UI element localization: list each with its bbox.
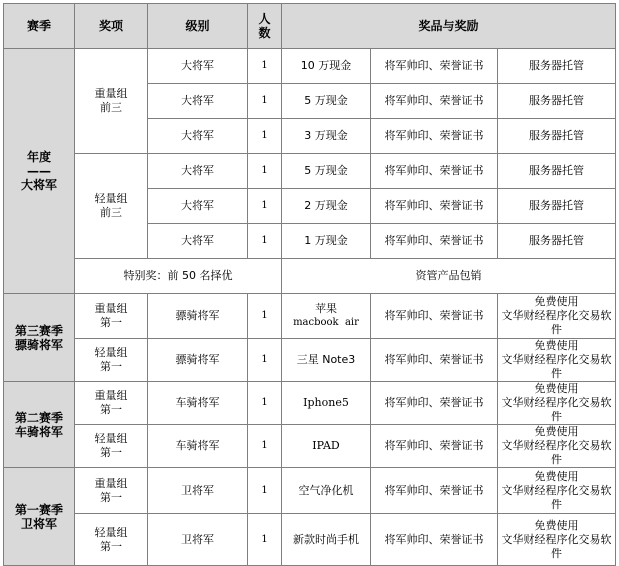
group-line1: 轻量组 bbox=[94, 432, 128, 445]
count-cell: 1 bbox=[248, 382, 282, 425]
service-line2: 文华财经程序化交易软件 bbox=[501, 309, 612, 336]
prize-line1: 苹果 bbox=[315, 302, 337, 315]
header-level: 级别 bbox=[148, 4, 248, 49]
header-count-line1: 人 bbox=[258, 12, 271, 26]
group-line2: 第一 bbox=[100, 446, 122, 459]
group-line1: 轻量组 bbox=[94, 346, 128, 359]
season-cell-annual bbox=[4, 49, 75, 294]
service-line2: 文华财经程序化交易软件 bbox=[501, 483, 612, 511]
service-line1: 免费使用 bbox=[534, 425, 579, 438]
level-cell: 大将军 bbox=[148, 189, 248, 224]
table-row bbox=[4, 425, 616, 468]
honor-cell: 将军帅印、荣誉证书 bbox=[371, 49, 498, 84]
table-row bbox=[4, 294, 616, 339]
count-cell: 1 bbox=[248, 84, 282, 119]
service-line2: 文华财经程序化交易软件 bbox=[501, 353, 612, 380]
special-award-label: 特别奖：前 50 名择优 bbox=[75, 259, 282, 294]
service-cell: 服务器托管 bbox=[498, 49, 616, 84]
table-row bbox=[4, 468, 616, 514]
header-season: 赛季 bbox=[4, 4, 75, 49]
prize-cell: 新款时尚手机 bbox=[282, 514, 371, 566]
group-line1: 轻量组 bbox=[94, 525, 128, 539]
prize-line2: macbook air bbox=[293, 317, 359, 328]
service-cell bbox=[498, 294, 616, 339]
count-cell: 1 bbox=[248, 425, 282, 468]
special-award-prize: 资管产品包销 bbox=[282, 259, 616, 294]
honor-cell: 将军帅印、荣誉证书 bbox=[371, 382, 498, 425]
count-cell: 1 bbox=[248, 224, 282, 259]
table-row bbox=[4, 154, 616, 189]
table-row bbox=[4, 49, 616, 84]
prize-cell: 3 万现金 bbox=[282, 119, 371, 154]
prize-cell: 三星 Note3 bbox=[282, 339, 371, 382]
header-row bbox=[4, 4, 616, 49]
group-light-line1: 轻量组 bbox=[94, 192, 128, 205]
prize-cell: 1 万现金 bbox=[282, 224, 371, 259]
group-cell-light bbox=[75, 154, 148, 259]
level-cell: 骠骑将军 bbox=[148, 294, 248, 339]
service-cell: 服务器托管 bbox=[498, 224, 616, 259]
prize-cell: IPAD bbox=[282, 425, 371, 468]
prize-cell: 5 万现金 bbox=[282, 154, 371, 189]
honor-cell: 将军帅印、荣誉证书 bbox=[371, 294, 498, 339]
group-light-line2: 前三 bbox=[100, 206, 122, 219]
service-line1: 免费使用 bbox=[534, 469, 579, 483]
service-cell bbox=[498, 468, 616, 514]
header-count bbox=[248, 4, 282, 49]
season-cell-3 bbox=[4, 294, 75, 382]
group-line2: 第一 bbox=[100, 316, 122, 329]
service-line2: 文华财经程序化交易软件 bbox=[501, 396, 612, 423]
prize-cell: 空气净化机 bbox=[282, 468, 371, 514]
service-cell: 服务器托管 bbox=[498, 84, 616, 119]
service-line1: 免费使用 bbox=[534, 339, 579, 352]
header-prizes: 奖品与奖励 bbox=[282, 4, 616, 49]
group-heavy-line2: 前三 bbox=[100, 101, 122, 114]
season3-line2: 骠骑将军 bbox=[14, 337, 63, 352]
level-cell: 大将军 bbox=[148, 154, 248, 189]
service-line2: 文华财经程序化交易软件 bbox=[501, 532, 612, 560]
honor-cell: 将军帅印、荣誉证书 bbox=[371, 119, 498, 154]
level-cell: 卫将军 bbox=[148, 468, 248, 514]
prize-cell: 2 万现金 bbox=[282, 189, 371, 224]
season-cell-1 bbox=[4, 468, 75, 566]
group-cell bbox=[75, 339, 148, 382]
season1-line1: 第一赛季 bbox=[14, 502, 63, 517]
count-cell: 1 bbox=[248, 294, 282, 339]
honor-cell: 将军帅印、荣誉证书 bbox=[371, 189, 498, 224]
group-cell bbox=[75, 468, 148, 514]
honor-cell: 将军帅印、荣誉证书 bbox=[371, 339, 498, 382]
honor-cell: 将军帅印、荣誉证书 bbox=[371, 224, 498, 259]
season-cell-2 bbox=[4, 382, 75, 468]
season2-line2: 车骑将军 bbox=[14, 424, 63, 439]
level-cell: 车骑将军 bbox=[148, 425, 248, 468]
count-cell: 1 bbox=[248, 119, 282, 154]
header-award: 奖项 bbox=[75, 4, 148, 49]
honor-cell: 将军帅印、荣誉证书 bbox=[371, 154, 498, 189]
season3-line1: 第三赛季 bbox=[14, 323, 63, 338]
group-heavy-line1: 重量组 bbox=[94, 87, 128, 100]
level-cell: 车骑将军 bbox=[148, 382, 248, 425]
season1-line2: 卫将军 bbox=[20, 516, 57, 531]
service-cell bbox=[498, 339, 616, 382]
count-cell: 1 bbox=[248, 49, 282, 84]
group-cell bbox=[75, 425, 148, 468]
group-line1: 重量组 bbox=[94, 302, 128, 315]
count-cell: 1 bbox=[248, 514, 282, 566]
service-cell bbox=[498, 425, 616, 468]
count-cell: 1 bbox=[248, 189, 282, 224]
group-line2: 第一 bbox=[100, 403, 122, 416]
group-cell bbox=[75, 294, 148, 339]
count-cell: 1 bbox=[248, 154, 282, 189]
prize-cell bbox=[282, 294, 371, 339]
level-cell: 大将军 bbox=[148, 84, 248, 119]
honor-cell: 将军帅印、荣誉证书 bbox=[371, 425, 498, 468]
group-line1: 重量组 bbox=[94, 389, 128, 402]
special-award-row bbox=[4, 259, 616, 294]
level-cell: 卫将军 bbox=[148, 514, 248, 566]
service-line1: 免费使用 bbox=[534, 295, 579, 308]
service-line1: 免费使用 bbox=[534, 518, 579, 532]
level-cell: 骠骑将军 bbox=[148, 339, 248, 382]
awards-table bbox=[3, 3, 616, 566]
group-line2: 第一 bbox=[100, 539, 122, 553]
service-cell: 服务器托管 bbox=[498, 119, 616, 154]
count-cell: 1 bbox=[248, 468, 282, 514]
group-line2: 第一 bbox=[100, 360, 122, 373]
prize-cell: 10 万现金 bbox=[282, 49, 371, 84]
service-line2: 文华财经程序化交易软件 bbox=[501, 439, 612, 466]
group-cell bbox=[75, 514, 148, 566]
table-row bbox=[4, 339, 616, 382]
header-count-line2: 数 bbox=[258, 26, 271, 40]
group-line2: 第一 bbox=[100, 490, 122, 504]
season-annual-line3: 大将军 bbox=[20, 178, 57, 192]
count-cell: 1 bbox=[248, 339, 282, 382]
service-cell bbox=[498, 514, 616, 566]
service-cell bbox=[498, 382, 616, 425]
honor-cell: 将军帅印、荣誉证书 bbox=[371, 514, 498, 566]
level-cell: 大将军 bbox=[148, 49, 248, 84]
table-row bbox=[4, 514, 616, 566]
group-line1: 重量组 bbox=[94, 476, 128, 490]
level-cell: 大将军 bbox=[148, 119, 248, 154]
season-annual-line2: —— bbox=[27, 164, 51, 178]
honor-cell: 将军帅印、荣誉证书 bbox=[371, 84, 498, 119]
service-line1: 免费使用 bbox=[534, 382, 579, 395]
honor-cell: 将军帅印、荣誉证书 bbox=[371, 468, 498, 514]
service-cell: 服务器托管 bbox=[498, 154, 616, 189]
prize-cell: 5 万现金 bbox=[282, 84, 371, 119]
season-annual-line1: 年度 bbox=[26, 150, 51, 164]
level-cell: 大将军 bbox=[148, 224, 248, 259]
group-cell bbox=[75, 382, 148, 425]
table-row bbox=[4, 382, 616, 425]
season2-line1: 第二赛季 bbox=[14, 410, 63, 425]
group-cell-heavy bbox=[75, 49, 148, 154]
service-cell: 服务器托管 bbox=[498, 189, 616, 224]
prize-cell: Iphone5 bbox=[282, 382, 371, 425]
